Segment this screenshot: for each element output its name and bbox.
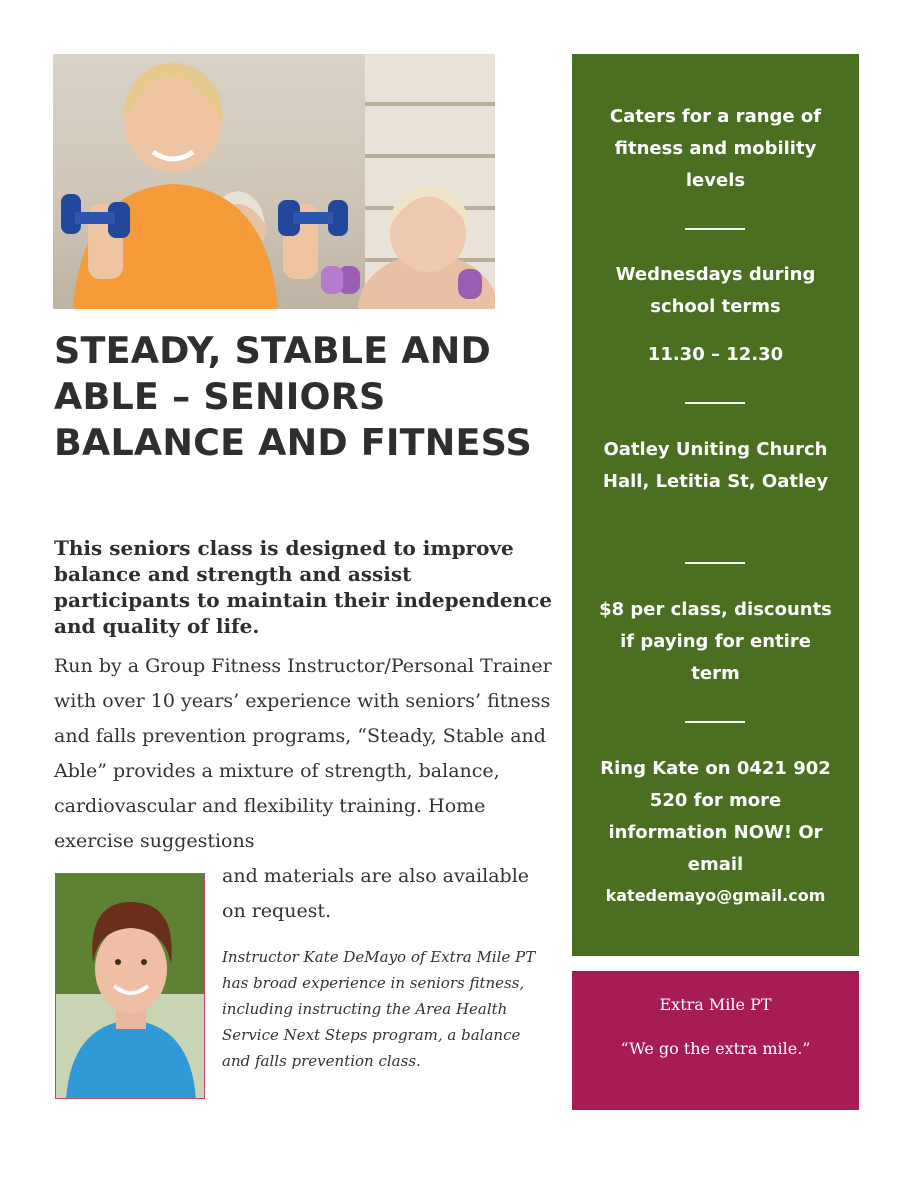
instructor-photo xyxy=(55,873,205,1099)
hero-photo-seniors-exercising xyxy=(53,54,495,309)
contact-email-link[interactable]: katedemayo@gmail.com xyxy=(605,886,826,905)
page-title: STEADY, STABLE AND ABLE – SENIORS BALANCE AND FITNESS xyxy=(54,329,532,464)
schedule-time: 11.30 – 12.30 xyxy=(647,344,784,365)
business-name: Extra Mile PT xyxy=(659,995,772,1014)
levels-text: Caters for a range of fitness and mobility levels xyxy=(609,106,822,191)
description-paragraph: Run by a Group Fitness Instructor/Personal Trainer with over 10 years’ experience with seniors’ fitness and falls prevention programs, “Steady, Stable and Able” provides a mixture of strength, balance, cardiovascular and flexibility training. Home exercise suggestions xyxy=(54,655,552,852)
venue-text: Oatley Uniting Church Hall, Letitia St, Oatley xyxy=(602,439,829,492)
instructor-illustration xyxy=(56,874,205,1099)
hero-illustration xyxy=(53,54,495,309)
contact-text: Ring Kate on 0421 902 520 for more information NOW! Or email xyxy=(600,758,831,875)
description-continued: and materials are also available on request. xyxy=(222,865,530,922)
business-box xyxy=(572,971,859,1110)
divider xyxy=(685,402,745,404)
divider xyxy=(685,721,745,723)
business-tagline: “We go the extra mile.” xyxy=(620,1039,811,1058)
schedule-day: Wednesdays during school terms xyxy=(615,264,816,317)
lead-paragraph: This seniors class is designed to improve balance and strength and assist participants to maintain their independence and quality of life. xyxy=(54,536,552,638)
divider xyxy=(685,562,745,564)
price-text: $8 per class, discounts if paying for entire term xyxy=(599,599,832,684)
info-sidebar xyxy=(572,54,859,956)
instructor-caption: Instructor Kate DeMayo of Extra Mile PT has broad experience in seniors fitness, including instructing the Area Health Service Next Steps program, a balance and falls prevention class. xyxy=(222,948,536,1070)
divider xyxy=(685,228,745,230)
